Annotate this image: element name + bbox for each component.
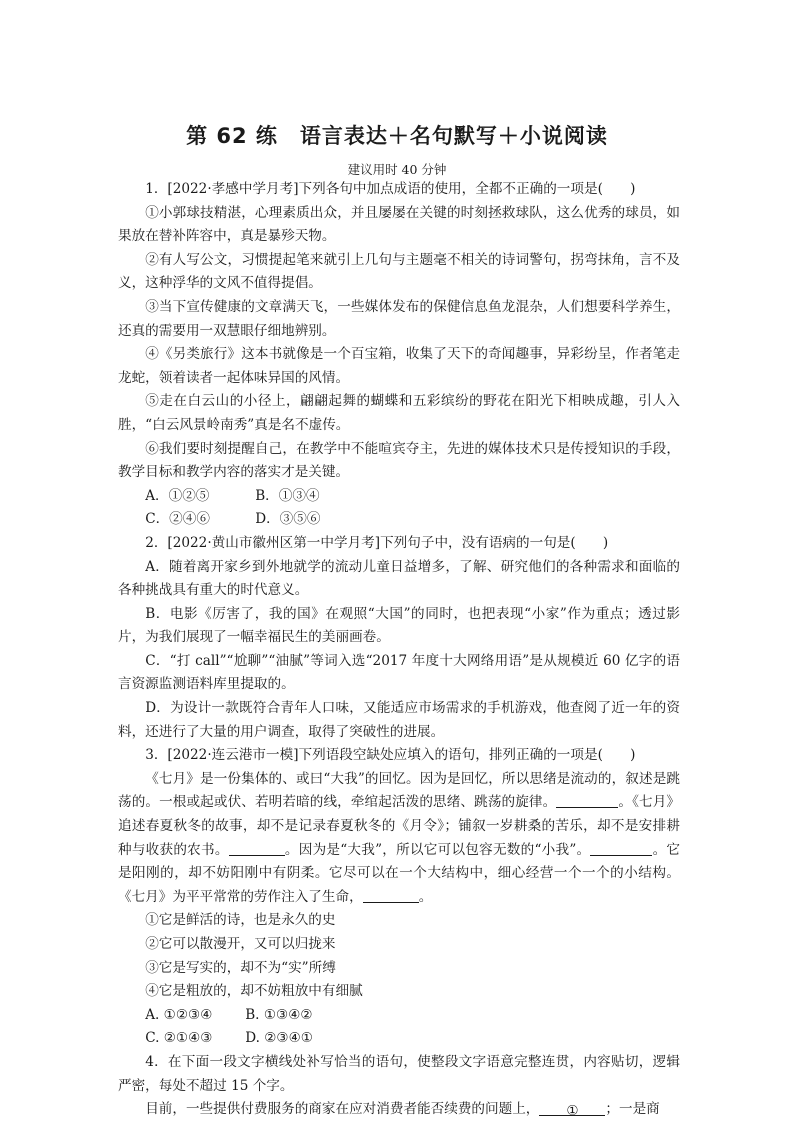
question-3-option-d[interactable]: D. ②③④① xyxy=(245,1030,313,1047)
page-title: 第 62 练 语言表达＋名句默写＋小说阅读 xyxy=(186,124,608,148)
question-3-passage xyxy=(118,768,680,910)
question-4-text-part-2: ；一是商 xyxy=(605,1101,660,1118)
question-4-stem: 4．在下面一段文字横线处补写恰当的语句，使整段文字语意完整连贯，内容贴切，逻辑严密，每处不超过 15 个字。 xyxy=(118,1053,680,1094)
question-1-sentence-2: ②有人写公文，习惯提起笔来就引上几句与主题毫不相关的诗词警句，拐弯抹角，言不及义，这种浮华的文风不值得提倡。 xyxy=(118,251,680,292)
blank-line-1[interactable] xyxy=(556,792,618,808)
question-1-options-row-2 xyxy=(118,508,680,532)
question-1-sentence-5: ⑤走在白云山的小径上，翩翩起舞的蝴蝶和五彩缤纷的野花在阳光下相映成趣，引人入胜，“白云风景岭南秀”真是名不虚传。 xyxy=(118,393,680,433)
question-1-option-c[interactable]: C．②④⑥ xyxy=(145,511,210,528)
blank-line-4[interactable] xyxy=(363,887,419,903)
question-2-option-c[interactable]: C．“打 call”“尬聊”“油腻”等词入选“2017 年度十大网络用语”是从规模近 60 亿字的语言资源监测语料库里提取的。 xyxy=(118,652,680,693)
passage-part-5: 。 xyxy=(418,888,433,905)
question-1-sentence-3: ③当下宣传健康的文章满天飞，一些媒体发布的保健信息鱼龙混杂，人们想要科学养生，还真的需要用一双慧眼仔细地辨别。 xyxy=(118,298,680,339)
question-2-stem: 2．[2022·黄山市徽州区第一中学月考]下列句子中，没有语病的一句是( ) xyxy=(145,534,609,551)
question-3-option-a[interactable]: A. ①②③④ xyxy=(145,1006,213,1023)
passage-part-3: 。因为是“大我”，所以它可以包容无数的“小我”。 xyxy=(284,841,591,858)
time-suggestion: 建议用时 40 分钟 xyxy=(347,162,447,177)
question-3-options-row-1 xyxy=(118,1004,680,1028)
question-4-text-part-1: 目前，一些提供付费服务的商家在应对消费者能否续费的问题上， xyxy=(145,1101,540,1118)
question-3-option-c[interactable]: C. ②①④③ xyxy=(145,1030,213,1047)
question-2-option-b[interactable]: B．电影《厉害了，我的国》在观照“大国”的同时，也把表现“小家”作为重点；透过影片，为我们展现了一幅幸福民生的美丽画卷。 xyxy=(118,605,680,646)
question-2-option-a[interactable]: A．随着离开家乡到外地就学的流动儿童日益增多，了解、研究他们的各种需求和面临的各种挑战具有重大的时代意义。 xyxy=(118,558,680,599)
blank-line-3[interactable] xyxy=(590,840,652,856)
question-1-sentence-1: ①小郭球技精湛，心理素质出众，并且屡屡在关键的时刻拯救球队，这么优秀的球员，如果放在替补阵容中，真是暴殄天物。 xyxy=(118,204,680,245)
question-3-item-4: ④它是粗放的，却不妨粗放中有细腻 xyxy=(145,983,363,1000)
passage-part-4: 。它是阳刚的，却不妨阳刚中有阴柔。它尽可以在一个大结构中，细心经营一个一个的小结构。《七月》为平平常常的劳作注入了生命， xyxy=(118,841,681,905)
blank-line-2[interactable] xyxy=(229,840,285,856)
passage-part-1: 《七月》是一份集体的、或曰“大我”的回忆。因为是回忆，所以思绪是流动的，叙述是跳荡的。一根或起或伏、若明若暗的线，牵绾起活泼的思绪、跳荡的旋律。 xyxy=(118,770,680,811)
exercise-content xyxy=(118,178,680,1122)
question-1-sentence-4: ④《另类旅行》这本书就像是一个百宝箱，收集了天下的奇闻趣事，异彩纷呈，作者笔走龙蛇，领着读者一起体味异国的风情。 xyxy=(118,346,680,386)
question-3-item-1: ①它是鲜活的诗，也是永久的史 xyxy=(145,912,336,929)
question-1-options-row-1 xyxy=(118,485,680,509)
passage-part-2: 。《七月》追述春夏秋冬的故事，却不是记录春夏秋冬的《月令》；铺叙一岁耕桑的苦乐，却不是安排耕种与收获的农书。 xyxy=(118,794,680,858)
answer-blank-1[interactable] xyxy=(539,1100,605,1120)
question-4-text xyxy=(118,1098,680,1122)
question-1-option-d[interactable]: D．③⑤⑥ xyxy=(255,511,321,528)
question-1-stem: 1．[2022·孝感中学月考]下列各句中加点成语的使用，全都不正确的一项是( ) xyxy=(145,181,636,197)
question-1-sentence-6: ⑥我们要时刻提醒自己，在教学中不能喧宾夺主，先进的媒体技术只是传授知识的手段，教学目标和教学内容的落实才是关键。 xyxy=(118,440,680,481)
question-3-item-3: ③它是写实的，却不为“实”所缚 xyxy=(145,959,336,976)
question-3-options-row-2 xyxy=(118,1027,680,1051)
question-3-stem: 3．[2022·连云港市一模]下列语段空缺处应填入的语句，排列正确的一项是( ) xyxy=(145,747,636,764)
question-1-option-b[interactable]: B．①③④ xyxy=(255,487,320,504)
question-1-option-a[interactable]: A．①②⑤ xyxy=(145,487,210,504)
blank-number-1: ① xyxy=(566,1103,579,1120)
question-3-item-2: ②它可以散漫开，又可以归拢来 xyxy=(145,936,336,952)
question-2-option-d[interactable]: D．为设计一款既符合青年人口味，又能适应市场需求的手机游戏，他查阅了近一年的资料，还进行了大量的用户调查，取得了突破性的进展。 xyxy=(118,700,680,740)
question-3-option-b[interactable]: B. ①③④② xyxy=(245,1006,313,1023)
